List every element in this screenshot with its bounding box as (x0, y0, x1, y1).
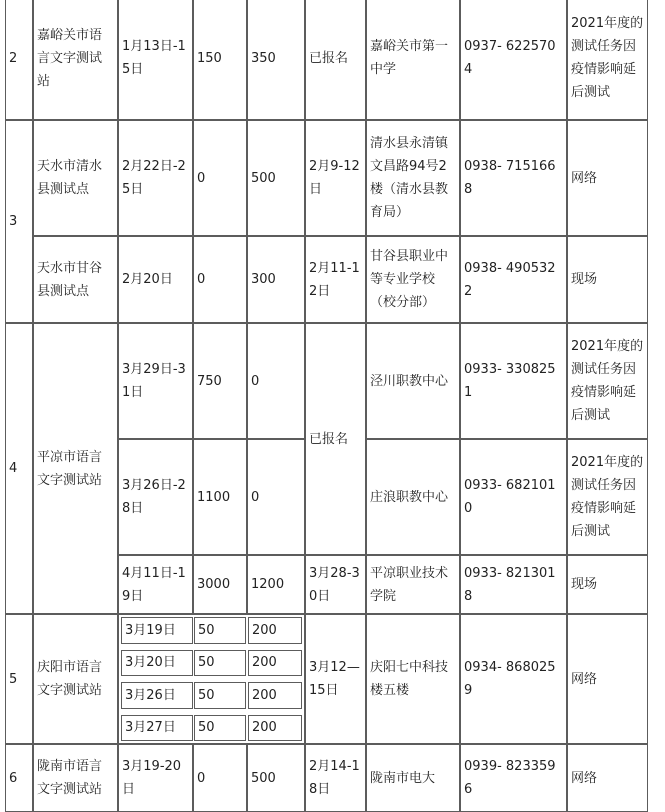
contact-phone: 0939- 8233596 (460, 744, 567, 812)
site-name: 天水市清水县测试点 (33, 120, 118, 236)
row-number: 6 (5, 744, 33, 812)
test-location: 泾川职教中心 (366, 323, 460, 439)
signup-time: 已报名 (305, 323, 366, 555)
quota-b: 1200 (247, 555, 305, 614)
session-quota-b: 200 (248, 682, 302, 709)
quota-a: 0 (193, 744, 247, 812)
session-quota-a: 50 (194, 617, 246, 644)
contact-phone: 0933- 8213018 (460, 555, 567, 614)
session-quota-a: 50 (194, 650, 246, 677)
row-number: 3 (5, 120, 33, 323)
test-date: 3月19-20日 (118, 744, 193, 812)
contact-phone: 0933- 3308251 (460, 323, 567, 439)
quota-b: 500 (247, 120, 305, 236)
test-date: 3月26日-28日 (118, 439, 193, 555)
remark: 现场 (567, 236, 648, 323)
session-date: 3月26日 (121, 682, 193, 709)
signup-time: 已报名 (305, 0, 366, 120)
test-date: 3月29日-31日 (118, 323, 193, 439)
site-name: 嘉峪关市语言文字测试站 (33, 0, 118, 120)
site-name: 平凉市语言文字测试站 (33, 323, 118, 614)
test-location: 甘谷县职业中等专业学校（校分部） (366, 236, 460, 323)
test-date: 1月13日-15日 (118, 0, 193, 120)
signup-time: 3月12—15日 (305, 614, 366, 744)
site-name: 陇南市语言文字测试站 (33, 744, 118, 812)
test-location: 陇南市电大 (366, 744, 460, 812)
quota-a: 750 (193, 323, 247, 439)
row-number: 4 (5, 323, 33, 614)
signup-time: 3月28-30日 (305, 555, 366, 614)
session-date: 3月19日 (121, 617, 193, 644)
test-location: 庆阳七中科技楼五楼 (366, 614, 460, 744)
remark: 2021年度的测试任务因疫情影响延后测试 (567, 323, 648, 439)
contact-phone: 0937- 6225704 (460, 0, 567, 120)
session-quota-b: 200 (248, 715, 302, 742)
site-name: 天水市甘谷县测试点 (33, 236, 118, 323)
quota-b: 0 (247, 323, 305, 439)
site-name: 庆阳市语言文字测试站 (33, 614, 118, 744)
remark: 2021年度的测试任务因疫情影响延后测试 (567, 439, 648, 555)
remark: 2021年度的测试任务因疫情影响延后测试 (567, 0, 648, 120)
signup-time: 2月11-12日 (305, 236, 366, 323)
contact-phone: 0934- 8680259 (460, 614, 567, 744)
session-quota-b: 200 (248, 617, 302, 644)
session-quota-a: 50 (194, 682, 246, 709)
session-quota-b: 200 (248, 650, 302, 677)
quota-b: 500 (247, 744, 305, 812)
quota-a: 0 (193, 120, 247, 236)
remark: 网络 (567, 744, 648, 812)
test-location: 清水县永清镇文昌路94号2楼（清水县教育局） (366, 120, 460, 236)
remark: 网络 (567, 614, 648, 744)
session-date: 3月20日 (121, 650, 193, 677)
test-location: 平凉职业技术学院 (366, 555, 460, 614)
quota-a: 3000 (193, 555, 247, 614)
test-date: 4月11日-19日 (118, 555, 193, 614)
row-number: 2 (5, 0, 33, 120)
remark: 网络 (567, 120, 648, 236)
remark: 现场 (567, 555, 648, 614)
session-quota-a: 50 (194, 715, 246, 742)
test-location: 庄浪职教中心 (366, 439, 460, 555)
row-number: 5 (5, 614, 33, 744)
signup-time: 2月9-12日 (305, 120, 366, 236)
quota-a: 0 (193, 236, 247, 323)
quota-a: 1100 (193, 439, 247, 555)
quota-a: 150 (193, 0, 247, 120)
quota-b: 350 (247, 0, 305, 120)
test-date: 2月22日-25日 (118, 120, 193, 236)
session-date: 3月27日 (121, 715, 193, 742)
contact-phone: 0938- 7151668 (460, 120, 567, 236)
test-date: 2月20日 (118, 236, 193, 323)
signup-time: 2月14-18日 (305, 744, 366, 812)
quota-b: 300 (247, 236, 305, 323)
contact-phone: 0938- 4905322 (460, 236, 567, 323)
contact-phone: 0933- 6821010 (460, 439, 567, 555)
test-location: 嘉峪关市第一中学 (366, 0, 460, 120)
quota-b: 0 (247, 439, 305, 555)
